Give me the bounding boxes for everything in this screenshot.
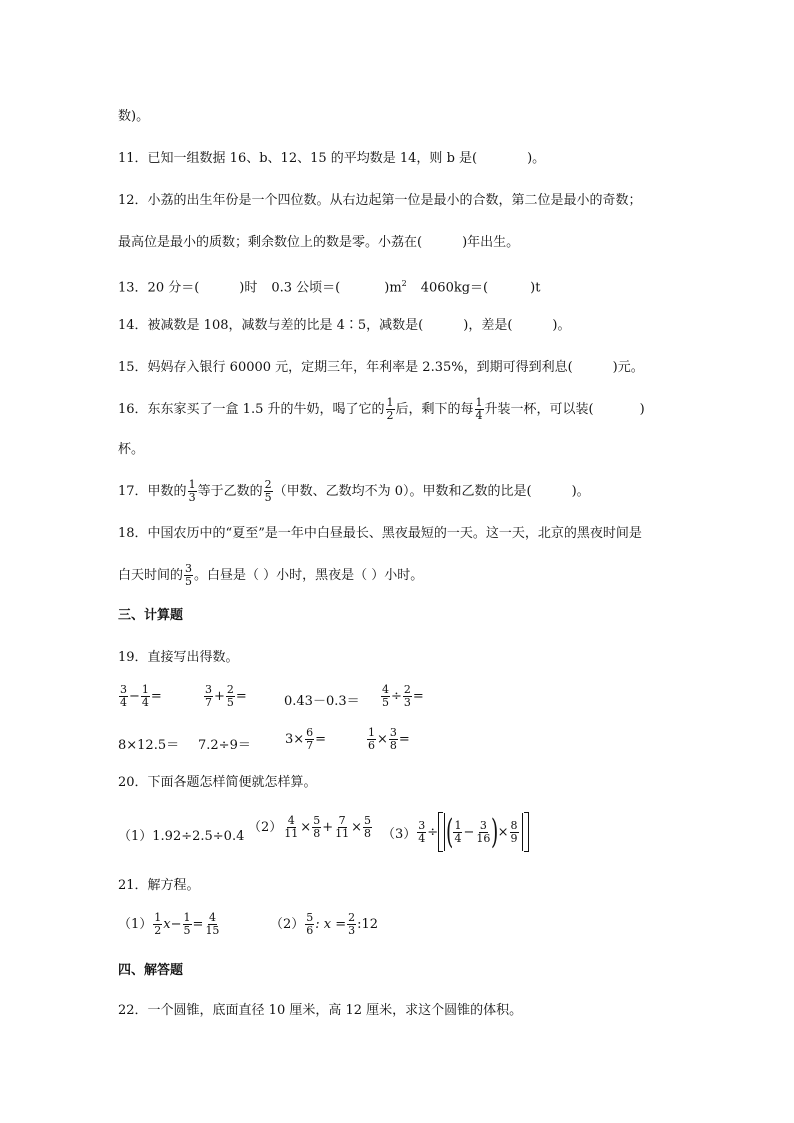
- q16-number: 16．: [118, 402, 148, 417]
- q13-number: 13．: [118, 280, 148, 296]
- question-18-line1: [118, 524, 642, 544]
- question-12-line1: [118, 191, 642, 211]
- q20-number: 20．: [118, 775, 148, 790]
- q13-a: 20 分＝(: [147, 280, 200, 296]
- q13-c-end: )t: [530, 280, 541, 296]
- q18-a: 白天时间的: [118, 568, 184, 583]
- q20-title: 下面各题怎样简便就怎样算。: [147, 775, 317, 790]
- q12-line1: 小荔的出生年份是一个四位数。从右边起第一位是最小的合数，第二位是最小的奇数；: [147, 193, 642, 208]
- section-3-heading: 三、计算题: [118, 608, 184, 623]
- q19-expr-5: 8×12.5＝: [118, 738, 180, 753]
- question-20-title: [118, 773, 317, 793]
- question-11: [118, 149, 545, 169]
- q21-problem-2: （2） $\frac{5}{6}$ : x = $\frac{2}{3}$ :12: [270, 911, 379, 937]
- q16-fraction-1: $\frac{1}{2}$: [386, 396, 394, 422]
- q17-a: 甲数的: [147, 484, 187, 499]
- q17-c: （甲数、乙数均不为 0）。甲数和乙数的比是(: [273, 484, 532, 499]
- q17-b: 等于乙数的: [197, 484, 263, 499]
- q12-number: 12．: [118, 193, 148, 208]
- q17-number: 17．: [118, 484, 148, 499]
- q19-expr-3: 0.43－0.3＝: [284, 694, 360, 709]
- q19-expr-1: $\frac{3}{4}$ − $\frac{1}{4}$ =: [120, 683, 162, 709]
- q18-fraction: $\frac{3}{5}$: [185, 562, 193, 588]
- q16-b: 后，剩下的每: [395, 402, 474, 417]
- q19-title: 直接写出得数。: [147, 650, 239, 665]
- question-15: [118, 358, 644, 378]
- q17-d: )。: [571, 484, 590, 499]
- left-square-bracket: [438, 812, 443, 852]
- question-19-title: [118, 648, 239, 668]
- q19-number: 19．: [118, 650, 148, 665]
- q20-problem-2: （2） $\frac{4}{11}$ × $\frac{5}{8}$ + $\frac{7}{11}$ × $\frac{5}{8}$: [248, 814, 371, 840]
- q10-tail: 数)。: [118, 109, 150, 124]
- right-paren: ): [491, 812, 499, 852]
- q16-fraction-2: $\frac{1}{4}$: [475, 396, 483, 422]
- q20-problem-3: （3） $\frac{3}{4}$ ÷ ( $\frac{1}{4}$ − $\frac{3}{16}$ ) × $\frac{8}{9}$: [382, 812, 529, 852]
- q19-expr-7: 3× $\frac{6}{7}$ =: [285, 726, 327, 752]
- q16-c: 升装一杯，可以装(: [484, 402, 594, 417]
- q14-c: )。: [552, 318, 571, 333]
- right-square-bracket: [524, 812, 529, 852]
- q11-end: )。: [527, 151, 546, 166]
- question-14: [118, 316, 570, 336]
- q14-b: )，差是(: [463, 318, 513, 333]
- question-16-line2: 杯。: [118, 442, 145, 457]
- q11-number: 11．: [118, 151, 148, 166]
- q17-fraction-2: $\frac{2}{5}$: [264, 478, 272, 504]
- q21-problem-1: （1） $\frac{1}{2}$ x− $\frac{1}{5}$ = $\frac{4}{15}$: [118, 911, 220, 937]
- section-4-heading: 四、解答题: [118, 963, 184, 978]
- q22-number: 22．: [118, 1003, 148, 1018]
- question-18-line2: [118, 563, 423, 588]
- q19-expr-2: $\frac{3}{7}$ + $\frac{2}{5}$ =: [205, 683, 247, 709]
- right-square-bracket-inner: [520, 813, 523, 851]
- q18-number: 18．: [118, 526, 148, 541]
- q13-b-end: )m: [384, 280, 402, 296]
- question-13: [118, 274, 540, 298]
- q12-line2b: )年出生。: [462, 235, 520, 250]
- q12-line2a: 最高位是最小的质数；剩余数位上的数是零。小荔在(: [118, 235, 423, 250]
- q19-expr-8: $\frac{1}{6}$ × $\frac{3}{8}$ =: [368, 726, 410, 752]
- q21-title: 解方程。: [147, 878, 200, 893]
- q16-d: ): [639, 402, 645, 417]
- q15-number: 15．: [118, 360, 148, 375]
- q15-b: )元。: [612, 360, 644, 375]
- q21-number: 21．: [118, 878, 148, 893]
- q13-b: 0.3 公顷＝(: [271, 280, 341, 296]
- left-paren: (: [446, 812, 454, 852]
- q13-c: 4060kg＝(: [420, 280, 489, 296]
- q18-b: 。白昼是（ ）小时，黑夜是（ ）小时。: [194, 568, 424, 583]
- question-22: [118, 1001, 522, 1021]
- question-17: [118, 479, 590, 504]
- q13-b-sup: 2: [401, 279, 407, 288]
- q15-a: 妈妈存入银行 60000 元，定期三年，年利率是 2.35%，到期可得到利息(: [147, 360, 573, 375]
- q13-a-end: )时: [239, 280, 258, 296]
- q14-a: 被减数是 108，减数与差的比是 4∶5，减数是(: [147, 318, 424, 333]
- q14-number: 14．: [118, 318, 148, 333]
- q20-problem-1: （1）1.92÷2.5÷0.4: [118, 829, 245, 844]
- q22-text: 一个圆锥，底面直径 10 厘米，高 12 厘米，求这个圆锥的体积。: [147, 1003, 523, 1018]
- q18-line1: 中国农历中的“夏至”是一年中白昼最长、黑夜最短的一天。这一天，北京的黑夜时间是: [147, 526, 642, 541]
- q19-expr-4: $\frac{4}{5}$ ÷ $\frac{2}{3}$ =: [382, 683, 424, 709]
- question-21-title: [118, 876, 200, 896]
- question-16: [118, 397, 645, 422]
- q16-a: 东东家买了一盒 1.5 升的牛奶，喝了它的: [147, 402, 385, 417]
- q17-fraction-1: $\frac{1}{3}$: [188, 478, 196, 504]
- q19-expr-6: 7.2÷9＝: [198, 738, 251, 753]
- question-12-line2: [118, 233, 519, 253]
- q11-text: 已知一组数据 16、b、12、15 的平均数是 14，则 b 是(: [147, 151, 478, 166]
